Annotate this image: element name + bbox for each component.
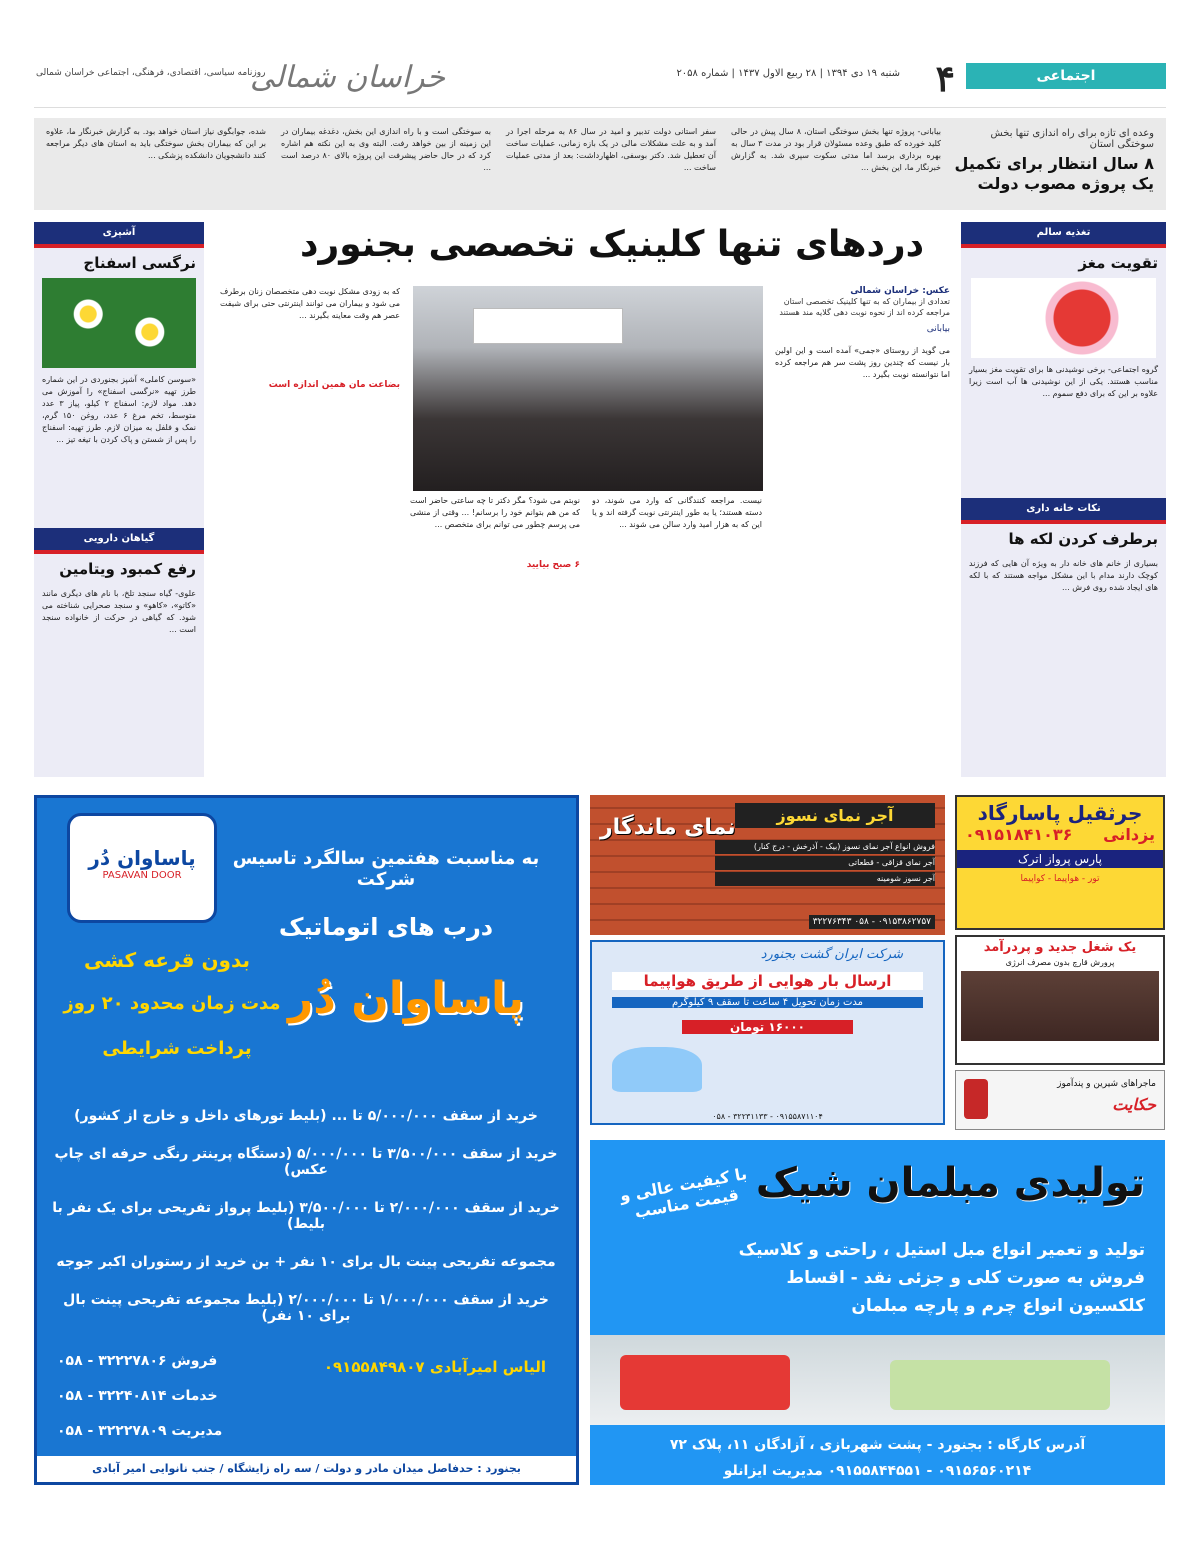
furniture-phone: ۰۹۱۵۶۵۶۰۲۱۴ - ۰۹۱۵۵۸۴۴۵۵۱ مدیریت ایزانلو [723,1463,1032,1479]
pasavan-ad [34,795,579,1485]
main-column-4: که به زودی مشکل نوبت دهی متخصصان زنان برطرف می شود و بیماران می توانند اینترنتی حتی برای شیفت عصر هم وقت معاینه بگیرند ... [220,287,400,320]
promo-row: خرید از سقف ۵/۰۰۰/۰۰۰ تا ... (بلیط تورهای داخل و خارج از کشور) [74,1108,538,1124]
healthy-food-bar: تغذیه سالم [961,222,1166,244]
lead-headline-block [954,128,1154,194]
cargo-title: ارسال بار هوایی از طریق هواپیما [612,972,923,990]
section-tag: اجتماعی [966,63,1166,89]
pasavan-address: بجنورد : حدفاصل میدان مادر و دولت / سه راه زایشگاه / جنب نانوایی امیر آبادی [37,1456,576,1482]
photo-caption: تعدادی از بیماران که به تنها کلینیک تخصصی استان مراجعه کرده اند از نحوه نوبت دهی گلایه مند هستند [779,297,950,317]
drink-photo [971,278,1156,358]
furniture-address: آدرس کارگاه : بجنورد - پشت شهربازی ، آزادگان ۱۱، پلاک ۷۲ [669,1437,1086,1453]
clinic-photo [413,286,763,491]
job-title: یک شغل جدید و پردرآمد [957,937,1163,958]
cargo-company: شرکت ایران گشت بجنورد [760,947,903,962]
page-number: ۴ [935,58,955,100]
airplane-icon [612,1047,702,1092]
main-column-3: نوبتم می شود؟ مگر دکتر تا چه ساعتی حاضر است که من هم بتوانم خود را برسانم! ... وقتی از منشی می پرسم چطور می توانم برای متخصص ... [410,496,580,529]
promo-row: مجموعه تفریحی پینت بال برای ۱۰ نفر + بن خرید از رستوران اکبر جوجه [56,1254,556,1270]
housekeeping-bar: نکات خانه داری [961,498,1166,520]
brick-phone: ۰۹۱۵۳۸۶۲۷۵۷ - ۰۵۸ ۳۲۲۷۶۳۴۳ [809,915,935,929]
right-article-title-2: برطرف کردن لکه ها [1008,530,1158,548]
sales-phone: فروش ۳۲۲۲۷۸۰۶ - ۰۵۸ [57,1353,218,1369]
promo-row: خرید از سقف ۲/۰۰۰/۰۰۰ تا ۳/۵۰۰/۰۰۰ (بلیط پرواز تفریحی برای یک نفر با بلیط) [52,1200,560,1232]
left-article-title: نرگسی اسفناج [83,254,196,272]
brick-line: فروش انواع آجر نمای نسوز (بیک - آذرخش - درج کنار) [715,840,935,854]
right-article-title: تقویت مغز [1078,254,1158,272]
cargo-phone: ۰۹۱۵۵۸۷۱۱۰۴ - ۳۲۲۳۱۱۳۳ - ۰۵۸ [712,1112,823,1121]
crane-phone: ۰۹۱۵۱۸۴۱۰۳۶ [965,825,1073,844]
newspaper-tagline: روزنامه سیاسی، اقتصادی، فرهنگی، اجتماعی خراسان شمالی [36,68,266,78]
crane-contact [957,825,1163,844]
green-sofa-icon [890,1360,1110,1410]
crane-ad [955,795,1165,930]
cargo-sub: مدت زمان تحویل ۴ ساعت تا سقف ۹ کیلوگرم [612,997,923,1008]
issue-date: شنبه ۱۹ دی ۱۳۹۴ | ۲۸ ربیع الاول ۱۴۳۷ | شماره ۲۰۵۸ [676,68,900,79]
limited-time: مدت زمان محدود ۲۰ روز [63,993,281,1014]
lead-column-4: شده، جوابگوی نیاز استان خواهد بود. به گزارش خبرنگار ما، علاوه بر این که بیماران بخش سوختگی باید به استان های دیگر مراجعه کنند دانشجویان دانشکده پزشکی ... [46,127,266,160]
subhead-1: بضاعت مان همین اندازه است [268,380,400,390]
pasavan-logo: پاساوان دُر PASAVAN DOOR [67,813,217,923]
brick-lines [715,840,935,886]
installments: پرداخت شرایطی [102,1038,252,1059]
lead-column-3: به سوختگی است و با راه اندازی این بخش، دغدغه بیماران در این زمینه از بین خواهد رفت. البته وی به این نکته هم اشاره کرد که در حال حاضر پیشرفت این پروژه بالای ۸۰ درصد است ... [281,127,491,172]
furniture-line-3: کلکسیون انواع چرم و پارچه مبلمان [851,1296,1145,1316]
pasavan-name: پاساوان دُر [287,973,525,1024]
photo-credit: عکس: خراسان شمالی [850,286,950,296]
auto-doors: درب های اتوماتیک [278,913,494,941]
crane-title: جرثقیل پاسارگاد [977,801,1143,825]
job-ad [955,935,1165,1065]
brick-ad [590,795,945,935]
cargo-ad [590,940,945,1125]
management-phone: مدیریت ۳۲۲۲۷۸۰۹ - ۰۵۸ [57,1423,223,1439]
lead-story [34,118,1166,210]
furniture-line-1: تولید و تعمیر انواع مبل استیل ، راحتی و کلاسیک [738,1240,1145,1260]
anniversary-text: به مناسبت هفتمین سالگرد تاسیس شرکت [232,848,540,890]
crane-name: یزدانی [1103,825,1155,844]
hekayat-sub: ماجراهای شیرین و پندآموز [1057,1079,1156,1089]
left-sidebar [34,222,204,777]
furniture-title: تولیدی مبلمان شیک [755,1160,1145,1206]
cargo-price: ۱۶۰۰۰ تومان [682,1020,853,1034]
newspaper-logo: خراسان شمالی [250,60,446,95]
right-sidebar [961,222,1166,777]
quality-badge: با کیفیت عالی و قیمت مناسب [618,1164,749,1222]
brick-title: آجر نمای نسوز [735,803,935,828]
crane-line: تور - هواپیما - کواپیما [1020,874,1100,884]
right-article-text: گروه اجتماعی- برخی نوشیدنی ها برای تقویت مغز بسیار مناسب هستند. یکی از این نوشیدنی ها آب است زیرا علاوه بر این که برای دفع سموم ... [969,365,1158,398]
main-headline: دردهای تنها کلینیک تخصصی بجنورد [300,224,925,265]
no-lottery: بدون قرعه کشی [83,948,251,972]
right-article-text-2: بسیاری از خانم های خانه دار به ویژه آن هایی که فرزند کوچک دارند مدام با این مشکل مواجه هستند که با لکه های ایجاد شده روی فرش ... [969,559,1158,592]
brick-brand: نمای ماندگار [600,815,736,840]
sofa-photo [590,1335,1165,1425]
left-article-title-2: رفع کمبود ویتامین [59,560,196,578]
services-phone: خدمات ۳۲۲۴۰۸۱۴ - ۰۵۸ [57,1388,218,1404]
herbal-bar: گیاهان دارویی [34,528,204,550]
left-article-text: «سوسن کاملی» آشپز بجنوردی در این شماره طرز تهیه «نرگسی اسفناج» را آموزش می دهد. مواد لازم: اسفناج ۲ کیلو، پیاز ۳ عدد متوسط، تخم مرغ ۶ عدد، روغن ۱۵۰ گرم، نمک و فلفل به میزان لازم. طرز تهیه: اسفناج را پس از شستن و پاک کردن با تیغه تیز ... [42,375,196,444]
red-sofa-icon [620,1355,790,1410]
dish-photo [42,278,196,368]
promo-rows [46,1108,566,1324]
hekayat-ad [955,1070,1165,1130]
promo-row: خرید از سقف ۱/۰۰۰/۰۰۰ تا ۲/۰۰۰/۰۰۰ (بلیط مجموعه تفریحی پینت بال برای ۱۰ نفر) [63,1292,549,1324]
furniture-line-2: فروش به صورت کلی و جزئی نقد - اقساط [786,1268,1145,1288]
cooking-bar: آشپزی [34,222,204,244]
promo-row: خرید از سقف ۳/۵۰۰/۰۰۰ تا ۵/۰۰۰/۰۰۰ (دستگاه پرینتر رنگی حرفه ای چاپ عکس) [54,1146,558,1178]
contact-name: الیاس امیرآبادی ۰۹۱۵۵۸۴۹۸۰۷ [323,1358,546,1376]
main-column-2: نیست. مراجعه کنندگانی که وارد می شوند، دو دسته هستند؛ یا به طور اینترنتی نوبت گرفته اند و یا این که به هزار امید وارد سالن می شوند ... [592,496,762,529]
left-article-text-2: علوی- گیاه سنجد تلخ، با نام های دیگری مانند «کاتو»، «کاهو» و سنجد صحرایی شناخته می شود. که گیاهی در حرکت از خانواده سنجد است ... [42,589,196,634]
brick-line: آجر نسوز شومینه [715,872,935,886]
subhead-2: ۶ صبح بیایید [526,560,580,570]
furniture-ad [590,1140,1165,1485]
lead-headline: ۸ سال انتظار برای تکمیل یک پروژه مصوب دولت [954,154,1154,193]
job-sub: پرورش قارچ بدون مصرف انرژی [1005,958,1115,967]
crane-sub: پارس پرواز اترک [957,850,1163,868]
brick-line: آجر نمای قزاقی - قطعاتی [715,856,935,870]
author: بیابانی [926,324,950,334]
lead-column-2: سفر استانی دولت تدبیر و امید در سال ۸۶ به مرحله اجرا در آمد و به علت مشکلات مالی در یک بازه زمانی، عملیات ساخت آن تعطیل شد. دکتر بوسفی، اظهارداشت: بعد از مدتی عملیات ساخت ... [506,127,717,172]
ink-bottle-icon [964,1079,988,1119]
lead-kicker: وعده ای تازه برای راه اندازی تنها بخش سوختگی استان [990,128,1154,150]
caption-block [775,286,950,334]
lead-column-1: بیابانی- پروژه تنها بخش سوختگی استان، ۸ سال پیش در حالی کلید خورده که طبق وعده مسئولان قرار بود در مدت ۳ سال به بهره برداری برسد اما مدتی سکوت سپری شد. به گزارش خبرنگار ما، این بخش ... [731,127,941,172]
mushroom-photo [961,971,1159,1041]
hekayat-title: حکایت [1112,1095,1156,1114]
main-column-1: می گوید از روستای «جمی» آمده است و این اولین بار نیست که چندین روز پشت سر هم مراجعه کرده اما نتوانسته نوبت بگیرد ... [775,346,950,379]
